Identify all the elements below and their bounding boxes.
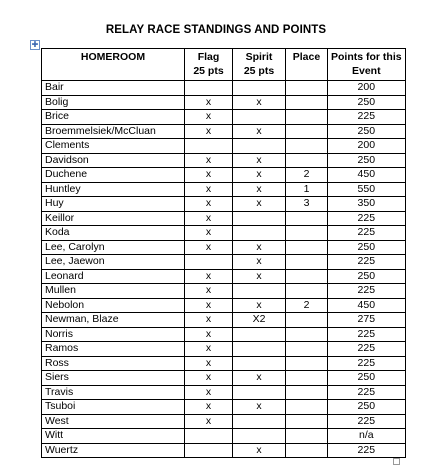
cell-flag bbox=[185, 429, 233, 444]
cell-spirit: x bbox=[233, 182, 286, 197]
table-row bbox=[42, 211, 406, 226]
cell-flag: x bbox=[185, 197, 233, 212]
cell-spirit bbox=[233, 284, 286, 299]
cell-homeroom: Clements bbox=[42, 139, 185, 154]
table-row bbox=[42, 371, 406, 386]
cell-place bbox=[286, 95, 328, 110]
cell-place bbox=[286, 371, 328, 386]
cell-points: 450 bbox=[328, 298, 406, 313]
cell-flag: x bbox=[185, 240, 233, 255]
cell-place: 3 bbox=[286, 197, 328, 212]
cell-flag: x bbox=[185, 342, 233, 357]
cell-spirit: x bbox=[233, 153, 286, 168]
table-row bbox=[42, 226, 406, 241]
cell-flag: x bbox=[185, 269, 233, 284]
cell-homeroom: Davidson bbox=[42, 153, 185, 168]
cell-spirit bbox=[233, 385, 286, 400]
table-row bbox=[42, 443, 406, 458]
header-flag: Flag 25 pts bbox=[185, 49, 233, 81]
cell-points: 250 bbox=[328, 153, 406, 168]
cell-flag: x bbox=[185, 226, 233, 241]
cell-homeroom: Ross bbox=[42, 356, 185, 371]
table-row bbox=[42, 313, 406, 328]
cell-points: 450 bbox=[328, 168, 406, 183]
cell-place bbox=[286, 153, 328, 168]
cell-homeroom: Koda bbox=[42, 226, 185, 241]
cell-homeroom: Nebolon bbox=[42, 298, 185, 313]
cell-homeroom: Duchene bbox=[42, 168, 185, 183]
cell-place: 1 bbox=[286, 182, 328, 197]
table-row bbox=[42, 342, 406, 357]
table-row bbox=[42, 197, 406, 212]
table-row bbox=[42, 255, 406, 270]
cell-spirit: x bbox=[233, 197, 286, 212]
cell-flag: x bbox=[185, 356, 233, 371]
cell-homeroom: Witt bbox=[42, 429, 185, 444]
cell-place bbox=[286, 226, 328, 241]
cell-place bbox=[286, 284, 328, 299]
table-resize-handle-icon[interactable] bbox=[393, 458, 400, 465]
cell-homeroom: Wuertz bbox=[42, 443, 185, 458]
cell-points: 225 bbox=[328, 327, 406, 342]
cell-flag: x bbox=[185, 110, 233, 125]
cell-homeroom: Norris bbox=[42, 327, 185, 342]
table-row bbox=[42, 95, 406, 110]
cell-homeroom: Huy bbox=[42, 197, 185, 212]
cell-points: 550 bbox=[328, 182, 406, 197]
cell-place bbox=[286, 81, 328, 96]
cell-points: 225 bbox=[328, 211, 406, 226]
cell-homeroom: Travis bbox=[42, 385, 185, 400]
cell-place bbox=[286, 429, 328, 444]
cell-flag: x bbox=[185, 414, 233, 429]
cell-points: 225 bbox=[328, 110, 406, 125]
cell-flag bbox=[185, 139, 233, 154]
cell-spirit bbox=[233, 110, 286, 125]
cell-homeroom: Mullen bbox=[42, 284, 185, 299]
cell-flag: x bbox=[185, 211, 233, 226]
cell-homeroom: West bbox=[42, 414, 185, 429]
cell-flag bbox=[185, 255, 233, 270]
cell-homeroom: Keillor bbox=[42, 211, 185, 226]
table-row bbox=[42, 298, 406, 313]
cell-place bbox=[286, 385, 328, 400]
cell-homeroom: Newman, Blaze bbox=[42, 313, 185, 328]
table-row bbox=[42, 240, 406, 255]
cell-spirit bbox=[233, 414, 286, 429]
cell-spirit bbox=[233, 226, 286, 241]
table-row bbox=[42, 414, 406, 429]
cell-spirit: x bbox=[233, 269, 286, 284]
cell-homeroom: Lee, Jaewon bbox=[42, 255, 185, 270]
cell-place bbox=[286, 211, 328, 226]
cell-place bbox=[286, 414, 328, 429]
table-row bbox=[42, 356, 406, 371]
cell-place bbox=[286, 443, 328, 458]
cell-flag: x bbox=[185, 182, 233, 197]
table-row bbox=[42, 168, 406, 183]
cell-flag: x bbox=[185, 385, 233, 400]
table-row bbox=[42, 81, 406, 96]
cell-spirit: x bbox=[233, 95, 286, 110]
table-row bbox=[42, 284, 406, 299]
cell-homeroom: Lee, Carolyn bbox=[42, 240, 185, 255]
cell-homeroom: Bair bbox=[42, 81, 185, 96]
cell-points: 275 bbox=[328, 313, 406, 328]
cell-points: 225 bbox=[328, 342, 406, 357]
cell-points: 250 bbox=[328, 371, 406, 386]
cell-points: 200 bbox=[328, 139, 406, 154]
header-spirit: Spirit 25 pts bbox=[233, 49, 286, 81]
cell-points: 225 bbox=[328, 284, 406, 299]
standings-table bbox=[41, 48, 406, 458]
cell-homeroom: Huntley bbox=[42, 182, 185, 197]
cell-flag: x bbox=[185, 298, 233, 313]
cell-points: 225 bbox=[328, 443, 406, 458]
cell-flag: x bbox=[185, 371, 233, 386]
cell-flag: x bbox=[185, 168, 233, 183]
cell-place bbox=[286, 269, 328, 284]
cell-points: 250 bbox=[328, 400, 406, 415]
cell-homeroom: Tsuboi bbox=[42, 400, 185, 415]
cell-spirit: x bbox=[233, 255, 286, 270]
cell-flag bbox=[185, 443, 233, 458]
cell-points: 225 bbox=[328, 414, 406, 429]
cell-place bbox=[286, 400, 328, 415]
cell-spirit bbox=[233, 81, 286, 96]
cell-spirit: x bbox=[233, 168, 286, 183]
header-points: Points for this Event bbox=[328, 49, 406, 81]
cell-place bbox=[286, 240, 328, 255]
table-row bbox=[42, 153, 406, 168]
cell-points: 225 bbox=[328, 255, 406, 270]
cell-points: 250 bbox=[328, 95, 406, 110]
cell-points: 250 bbox=[328, 124, 406, 139]
table-row bbox=[42, 400, 406, 415]
cell-flag: x bbox=[185, 284, 233, 299]
table-row bbox=[42, 429, 406, 444]
cell-spirit bbox=[233, 429, 286, 444]
table-header-row bbox=[42, 49, 406, 81]
cell-place bbox=[286, 342, 328, 357]
cell-place bbox=[286, 110, 328, 125]
cell-points: n/a bbox=[328, 429, 406, 444]
cell-spirit: x bbox=[233, 443, 286, 458]
cell-flag: x bbox=[185, 153, 233, 168]
cell-spirit bbox=[233, 327, 286, 342]
cell-points: 200 bbox=[328, 81, 406, 96]
cell-points: 250 bbox=[328, 240, 406, 255]
cell-flag: x bbox=[185, 95, 233, 110]
cell-flag bbox=[185, 81, 233, 96]
cell-place bbox=[286, 313, 328, 328]
cell-points: 250 bbox=[328, 269, 406, 284]
cell-flag: x bbox=[185, 313, 233, 328]
cell-place bbox=[286, 139, 328, 154]
header-homeroom: HOMEROOM bbox=[42, 49, 185, 81]
cell-place bbox=[286, 124, 328, 139]
cell-homeroom: Ramos bbox=[42, 342, 185, 357]
cell-spirit: x bbox=[233, 124, 286, 139]
cell-homeroom: Broemmelsiek/McCluan bbox=[42, 124, 185, 139]
cell-spirit bbox=[233, 356, 286, 371]
table-row bbox=[42, 110, 406, 125]
table-row bbox=[42, 385, 406, 400]
cell-place: 2 bbox=[286, 168, 328, 183]
cell-spirit: x bbox=[233, 240, 286, 255]
table-row bbox=[42, 139, 406, 154]
table-body bbox=[42, 81, 406, 458]
table-row bbox=[42, 124, 406, 139]
cell-place bbox=[286, 327, 328, 342]
cell-homeroom: Brice bbox=[42, 110, 185, 125]
cell-spirit: x bbox=[233, 400, 286, 415]
cell-points: 225 bbox=[328, 226, 406, 241]
cell-homeroom: Bolig bbox=[42, 95, 185, 110]
cell-spirit bbox=[233, 211, 286, 226]
cell-spirit: x bbox=[233, 371, 286, 386]
cell-place bbox=[286, 356, 328, 371]
cell-spirit: x bbox=[233, 298, 286, 313]
cell-homeroom: Leonard bbox=[42, 269, 185, 284]
cell-spirit bbox=[233, 342, 286, 357]
cell-place bbox=[286, 255, 328, 270]
cell-spirit: X2 bbox=[233, 313, 286, 328]
table-row bbox=[42, 182, 406, 197]
cell-spirit bbox=[233, 139, 286, 154]
cell-homeroom: Siers bbox=[42, 371, 185, 386]
cell-points: 225 bbox=[328, 356, 406, 371]
cell-place: 2 bbox=[286, 298, 328, 313]
cell-flag: x bbox=[185, 124, 233, 139]
cell-points: 225 bbox=[328, 385, 406, 400]
page-title: RELAY RACE STANDINGS AND POINTS bbox=[105, 24, 327, 36]
cell-points: 350 bbox=[328, 197, 406, 212]
cell-flag: x bbox=[185, 400, 233, 415]
cell-flag: x bbox=[185, 327, 233, 342]
table-row bbox=[42, 269, 406, 284]
header-place: Place bbox=[286, 49, 328, 81]
table-move-handle-icon[interactable]: ✚ bbox=[31, 40, 39, 49]
table-row bbox=[42, 327, 406, 342]
